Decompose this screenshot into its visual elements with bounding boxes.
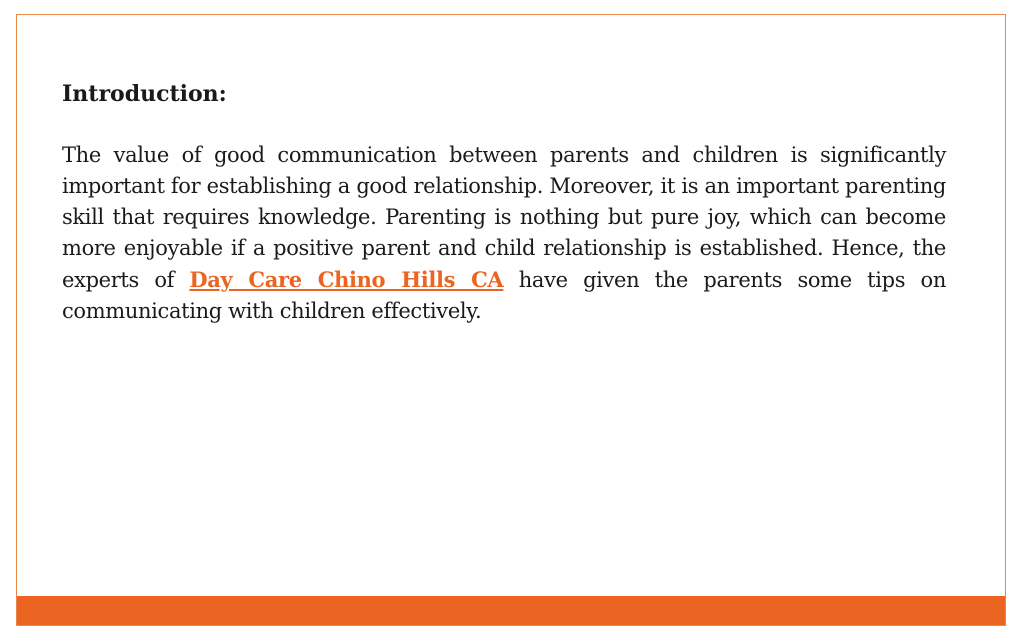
- paragraph-text-before-link: The value of good communication between parents and children is significantly important for establishing a good relationship. Moreover, it is an important parenting skill that requires knowledge. Parenting is nothing but pure joy, which can become more enjoyable if a positive parent and child relationship is established. Hence, the experts of: [62, 143, 946, 292]
- intro-paragraph: [62, 140, 946, 327]
- paragraph-text-after-link: have given the parents some tips on communicating with children effectively.: [62, 268, 946, 323]
- section-heading: Introduction:: [62, 81, 227, 107]
- slide-content: [62, 79, 946, 327]
- day-care-link[interactable]: Day Care Chino Hills CA: [189, 267, 504, 292]
- slide-frame: [16, 14, 1006, 626]
- footer-accent-bar: [17, 596, 1005, 625]
